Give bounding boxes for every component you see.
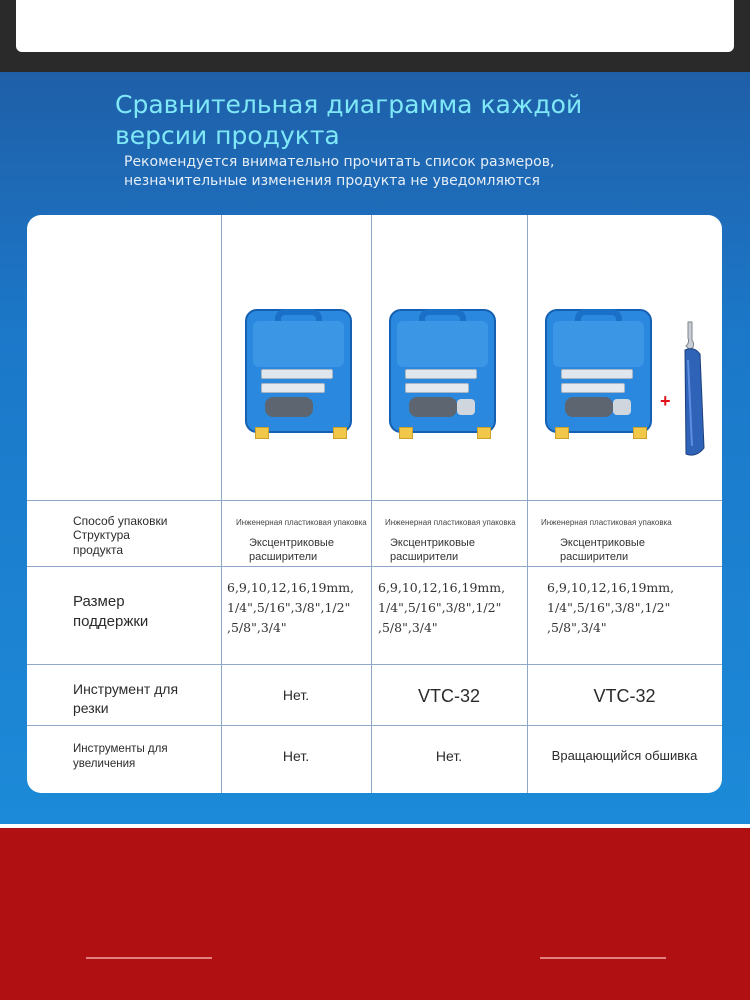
col3-structure: Эксцентриковые расширители [560,537,645,563]
red-panel-divider [86,957,212,959]
row-label-expanding: Инструменты для увеличения [73,743,168,770]
col1-structure: Эксцентриковые расширители [249,537,334,563]
col1-cutting: Нет. [282,687,310,703]
plus-mark: + [660,391,671,411]
row-divider [27,725,722,726]
red-panel [0,828,750,1000]
col1-size: 6,9,10,12,16,19mm, 1/4",5/16",3/8",1/2" ,5/8",3/4" [227,580,355,635]
col2-packaging: Инженерная пластиковая упаковка [385,518,516,527]
top-frame [0,0,750,72]
top-frame-inner [16,0,734,52]
col3-packaging: Инженерная пластиковая упаковка [541,518,672,527]
page-subtitle: Рекомендуется внимательно прочитать список размеров, незначительные изменения продукта не уведомляются [124,154,555,189]
col2-structure: Эксцентриковые расширители [390,537,475,563]
col1-packaging: Инженерная пластиковая упаковка [236,518,367,527]
row-divider [27,566,722,567]
page-title: Сравнительная диаграмма каждой версии продукта [115,90,583,150]
row-label-packaging: Способ упаковки [73,514,168,528]
product-image-case-3 [545,309,652,433]
col2-size: 6,9,10,12,16,19mm, 1/4",5/16",3/8",1/2" ,5/8",3/4" [378,580,506,635]
col3-expanding: Вращающийся обшивка [551,748,698,763]
comparison-table [27,215,722,793]
deburring-tool-image [678,320,708,460]
column-divider [221,215,222,793]
product-image-case-2 [389,309,496,433]
col2-expanding: Нет. [435,748,463,764]
row-divider [27,664,722,665]
col3-size: 6,9,10,12,16,19mm, 1/4",5/16",3/8",1/2" ,5/8",3/4" [547,580,675,635]
row-label-size: Размер поддержки [73,593,149,630]
col3-cutting: VTC-32 [593,686,656,706]
row-divider [27,500,722,501]
col2-cutting: VTC-32 [417,686,480,706]
row-label-structure: Структура продукта [73,528,130,557]
red-panel-divider [540,957,666,959]
product-image-case-1 [245,309,352,433]
row-label-cutting: Инструмент для резки [73,681,179,716]
col1-expanding: Нет. [282,748,310,764]
